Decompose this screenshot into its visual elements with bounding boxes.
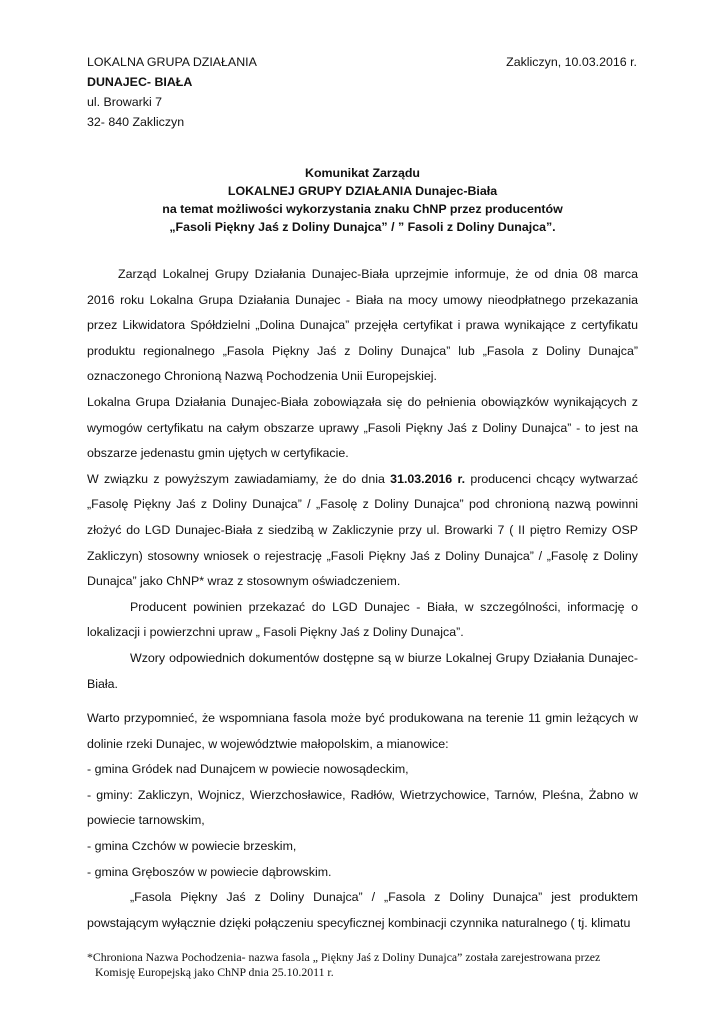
- title-line1: Komunikat Zarządu: [305, 166, 420, 180]
- deadline-date: 31.03.2016 r.: [390, 471, 466, 486]
- paragraph-deadline: [87, 467, 638, 595]
- paragraph-documents: Wzory odpowiednich dokumentów dostępne są w biurze Lokalnej Grupy Działania Dunajec-Biała.: [87, 650, 638, 691]
- deadline-text-after: producenci chcący wytwarzać „Fasolę Piękny Jaś z Doliny Dunajca” / „Fasolę z Doliny Dunajca” pod chronioną nazwą powinni złożyć do LGD Dunajec-Biała z siedzibą w Zakliczynie przy ul. Browarki 7 ( II piętro Remizy OSP Zakliczyn) stosowny wniosek o rejestrację „Fasoli Piękny Jaś z Doliny Dunajca” / „Fasolę z Doliny Dunajca” jako ChNP* wraz z stosownym oświadczeniem.: [87, 471, 638, 589]
- regions-section: [87, 706, 638, 936]
- paragraph-obligations: Lokalna Grupa Działania Dunajec-Biała zobowiązała się do pełnienia obowiązków wynikających z wymogów certyfikatu na całym obszarze uprawy „Fasoli Piękny Jaś z Doliny Dunajca” - to jest na obszarze jedenastu gmin ujętych w certyfikacie.: [87, 394, 638, 461]
- list-item: - gmina Gręboszów w powiecie dąbrowskim.: [87, 864, 332, 879]
- paragraph-regions-intro: Warto przypomnieć, że wspomniana fasola może być produkowana na terenie 11 gmin leżących w dolinie rzeki Dunajec, w województwie małopolskim, a mianowice:: [87, 711, 638, 751]
- title-line3: na temat możliwości wykorzystania znaku ChNP przez producentów: [162, 202, 563, 216]
- list-item: - gminy: Zakliczyn, Wojnicz, Wierzchosławice, Radłów, Wietrzychowice, Tarnów, Pleśna, Żabno w powiecie tarnowskim,: [87, 787, 638, 828]
- main-body: [87, 262, 638, 697]
- place-and-date: Zakliczyn, 10.03.2016 r.: [506, 55, 637, 69]
- footnote: [87, 950, 638, 980]
- sender-address-block: [87, 52, 257, 132]
- paragraph-product-description: „Fasola Piękny Jaś z Doliny Dunajca” / „Fasola z Doliny Dunajca” jest produktem powstającym wyłącznie dzięki połączeniu specyficznej kombinacji czynnika naturalnego ( tj. klimatu: [87, 890, 638, 930]
- org-name-line1: LOKALNA GRUPA DZIAŁANIA: [87, 55, 257, 69]
- footnote-line2: Komisję Europejską jako ChNP dnia 25.10.2011 r.: [95, 965, 334, 979]
- document-title: [87, 164, 638, 236]
- list-item: - gmina Gródek nad Dunajcem w powiecie nowosądeckim,: [87, 762, 409, 777]
- paragraph-intro: Zarząd Lokalnej Grupy Działania Dunajec-Biała uprzejmie informuje, że od dnia 08 marca 2016 roku Lokalna Grupa Działania Dunajec - Biała na mocy umowy nieodpłatnego przekazania przez Likwidatora Spółdzielni „Dolina Dunajca” przejęła certyfikat i prawa wynikające z certyfikatu produktu regionalnego „Fasola Piękny Jaś z Doliny Dunajca” lub „Fasola z Doliny Dunajca” oznaczonego Chronioną Nazwą Pochodzenia Unii Europejskiej.: [87, 267, 638, 384]
- list-item: - gmina Czchów w powiecie brzeskim,: [87, 838, 297, 853]
- paragraph-producer-info: Producent powinien przekazać do LGD Dunajec - Biała, w szczególności, informację o lokalizacji i powierzchni upraw „ Fasoli Piękny Jaś z Doliny Dunajca”.: [87, 599, 638, 640]
- footnote-line1: *Chroniona Nazwa Pochodzenia- nazwa fasola „ Piękny Jaś z Doliny Dunajca” została zarejestrowana przez: [87, 950, 601, 964]
- street-address: ul. Browarki 7: [87, 95, 163, 109]
- deadline-text-before: W związku z powyższym zawiadamiamy, że do dnia: [87, 471, 391, 486]
- title-line2: LOKALNEJ GRUPY DZIAŁANIA Dunajec-Biała: [227, 184, 498, 198]
- postal-address: 32- 840 Zakliczyn: [87, 115, 185, 129]
- title-line4: „Fasoli Piękny Jaś z Doliny Dunajca” / ” Fasoli z Doliny Dunajca”.: [169, 220, 556, 234]
- org-name-line2: DUNAJEC- BIAŁA: [87, 75, 193, 89]
